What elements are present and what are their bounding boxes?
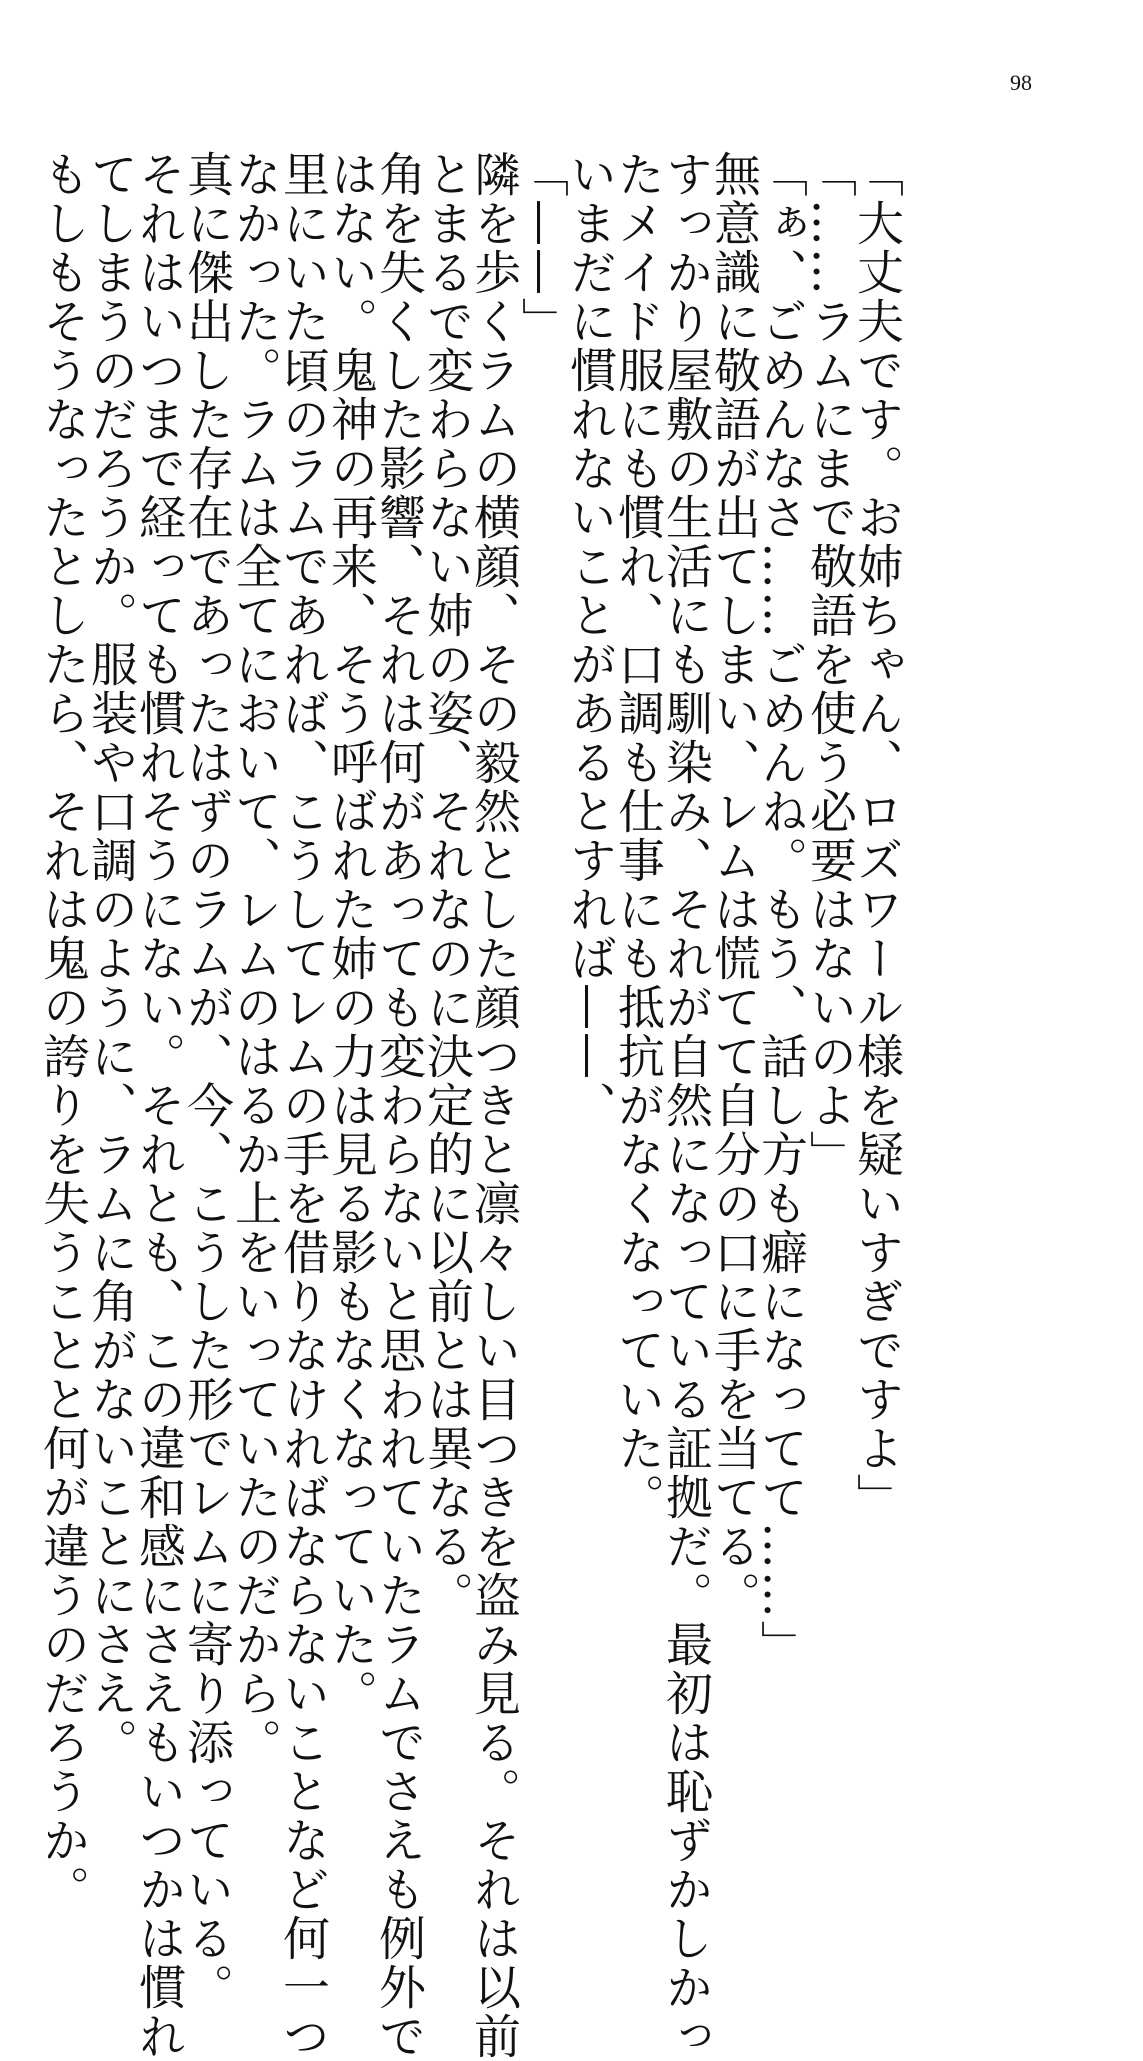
text-line: てしまうのだろうか。服装や口調のように、ラムに角がないことにさえ。 bbox=[83, 150, 138, 1767]
text-line: はない。鬼神の再来、そう呼ばれた姉の力は見る影もなくなっていた。 bbox=[323, 150, 378, 1718]
page-number: 98 bbox=[1010, 70, 1032, 95]
text-line: 「……ラムにまで敬語を使う必要はないのよ」 bbox=[802, 150, 857, 1179]
text-line: いまだに慣れないことがあるとすれば——、 bbox=[562, 150, 617, 1130]
text-line: 「——」 bbox=[514, 150, 569, 346]
text-line: それはいつまで経っても慣れそうにない。それとも、この違和感にさえもいつかは慣れ bbox=[131, 150, 186, 2061]
text-line: 里にいた頃のラムであれば、こうしてレムの手を借りなければならないことなど何一つ bbox=[275, 150, 330, 2061]
text-line: 無意識に敬語が出てしまい、レムは慌てて自分の口に手を当てる。 bbox=[706, 150, 761, 1620]
text-line: とまるで変わらない姉の姿、それなのに決定的に以前とは異なる。 bbox=[419, 150, 474, 1620]
text-line: すっかり屋敷の生活にも馴染み、それが自然になっている証拠だ。最初は恥ずかしかっ bbox=[658, 150, 713, 2061]
text-line: もしもそうなったとしたら、それは鬼の誇りを失うことと何が違うのだろうか。 bbox=[35, 150, 90, 1914]
text-line: 隣を歩くラムの横顔、その毅然とした顔つきと凛々しい目つきを盗み見る。それは以前 bbox=[466, 150, 521, 2061]
text-line: たメイド服にも慣れ、口調も仕事にも抵抗がなくなっていた。 bbox=[610, 150, 665, 1522]
text-line: 角を失くした影響、それは何があっても変わらないと思われていたラムでさえも例外で bbox=[371, 150, 426, 2061]
text-line: 「ぁ、ごめんなさ……ごめんね。もう、話し方も癖になってて……」 bbox=[753, 150, 808, 1669]
text-line: 真に傑出した存在であったはずのラムが、今、こうした形でレムに寄り添っている。 bbox=[179, 150, 234, 2012]
text-line: なかった。ラムは全てにおいて、レムのはるか上をいっていたのだから。 bbox=[227, 150, 282, 1767]
text-line: 「大丈夫です。お姉ちゃん、ロズワール様を疑いすぎですよ」 bbox=[849, 150, 904, 1522]
